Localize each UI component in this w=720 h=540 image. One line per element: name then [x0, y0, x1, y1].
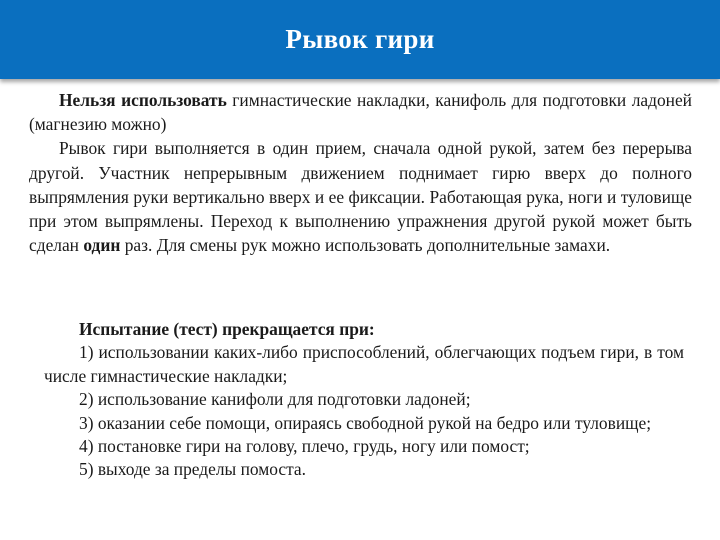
termination-item-5: 5) выходе за пределы помоста. [79, 459, 306, 480]
rule-paragraph-2 [29, 136, 692, 257]
rule-paragraph-2-text-b: раз. Для смены рук можно использовать дополнительные замахи. [120, 235, 611, 256]
rules-section [29, 88, 692, 257]
page-title: Рывок гири [285, 24, 435, 54]
once-emphasis: один [83, 235, 121, 256]
rule-paragraph-1-text: гимнастические накладки, канифоль для подготовки ладоней (магнезию можно) [29, 90, 692, 135]
termination-item-4: 4) постановке гири на голову, плечо, грудь, ногу или помост; [79, 436, 530, 457]
rule-paragraph-1 [29, 88, 692, 136]
termination-item-3: 3) оказании себе помощи, опираясь свободной рукой на бедро или туловище; [79, 412, 652, 433]
prohibition-emphasis: Нельзя использовать [59, 90, 227, 110]
title-bar [0, 0, 720, 79]
termination-item-2: 2) использование канифоли для подготовки ладоней; [79, 389, 471, 410]
rule-paragraph-2-text-a: Рывок гири выполняется в один прием, сначала одной рукой, затем без перерыва другой. Участник непрерывным движением поднимает гирю вверх до полного выпрямления руки вертикально вверх и ее фиксации. Работающая рука, ноги и туловище при этом выпрямлены. Переход к выполнению упражнения другой рукой может быть сделан [29, 138, 692, 256]
termination-item-1: 1) использовании каких-либо приспособлений, облегчающих подъем гири, в том числе гимнастические накладки; [44, 342, 684, 386]
termination-heading: Испытание (тест) прекращается при: [79, 319, 375, 339]
termination-section [44, 318, 684, 482]
